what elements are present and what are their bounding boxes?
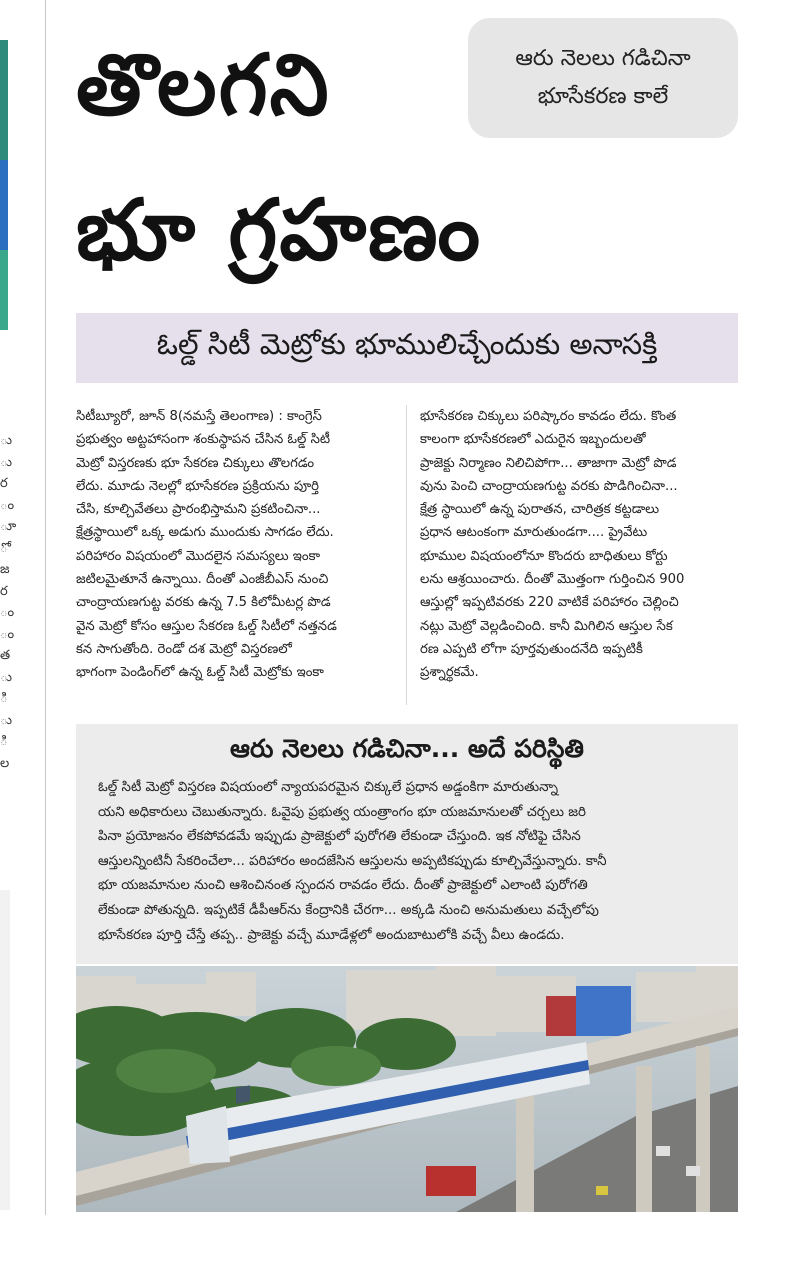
box-story-line: ఓల్డ్ సిటీ మెట్రో విస్తరణ విషయంలో న్యాయపరమైన చిక్కులే ప్రధాన అడ్డంకిగా మారుతున్నా [98,780,558,795]
article-line: జటిలమైతూనే ఉన్నాయి. దీంతో ఎంజీబీఎస్ నుంచి [76,572,329,588]
box-story [76,724,738,964]
box-story-title: ఆరు నెలలు గడిచినా... అదే పరిస్థితి [230,734,584,763]
headline-line-1: తొలగని [76,36,331,134]
article-line: కన సాగుతోంది. రెండో దశ మెట్రో విస్తరణలో [76,641,292,657]
article-line: కాలంగా భూసేకరణలో ఎదురైన ఇబ్బందులతో [420,432,646,448]
article-line: క్షేత్రస్థాయిలో ఒక్క అడుగు ముందుకు సాగడం లేదు. [76,525,334,541]
headline-line-2: భూ గ్రహణం [76,181,483,279]
adjacent-page-color-block [0,40,8,160]
kicker-line-1: ఆరు నెలలు గడిచినా [515,46,691,71]
article-line: భూముల విషయంలోనూ కొందరు బాధితులు కోర్టు [420,548,668,564]
article-column-right [420,405,738,685]
article-line: ప్రధాన ఆటంకంగా మారుతుండగా.... ప్రైవేటు [420,525,648,541]
adjacent-page-text: ు ు ర ం ూ ో జ ర ం ం త ు ి ు ి ల [0,433,17,771]
article-line: క్షేత్ర స్థాయిలో ఉన్న పురాతన, చారిత్రక కట్టడాలు [420,502,660,518]
article-column-left [76,405,394,685]
box-story-line: లేకుండా పోతున్నది. ఇప్పటికే డీపీఆర్‌ను కేంద్రానికి చేరగా... అక్కడి నుంచి అనుమతులు వచ్చేలోపు [98,902,599,918]
box-story-body [98,776,728,948]
adjacent-page-color-block [0,250,8,330]
article-line: సిటీబ్యూరో, జూన్ 8(నమస్తే తెలంగాణ) : కాంగ్రెస్ [76,409,322,424]
article-line: ఆస్తుల్లో ఇప్పటివరకు 220 వాటికే పరిహారం చెల్లించి [420,595,679,611]
box-story-line: యని అధికారులు చెబుతున్నారు. ఓవైపు ప్రభుత్వ యంత్రాంగం భూ యజమానులతో చర్చలు జరి [98,804,586,820]
article-line: లను ఆశ్రయించారు. దీంతో మొత్తంగా గుర్తించిన 900 [420,572,685,588]
article-line: చాంద్రాయణగుట్ట వరకు ఉన్న 7.5 కిలోమీటర్ల పొడ [76,595,331,611]
adjacent-page-block [0,890,10,1210]
article-line: ప్రాజెక్టు నిర్మాణం నిలిచిపోగా... తాజాగా మెట్రో పొడ [420,455,677,471]
article-line: లేదు. మూడు నెలల్లో భూసేకరణ ప్రక్రియను పూర్తి [76,478,319,494]
article-line: భాగంగా పెండింగ్‌లో ఉన్న ఓల్డ్ సిటీ మెట్రోకు ఇంకా [76,665,324,681]
adjacent-page-strip [0,0,40,1215]
article-line: మెట్రో విస్తరణకు భూ సేకరణ చిక్కులు తొలగడం [76,455,315,471]
article-line: నట్లు మెట్రో వెల్లడించింది. కానీ మిగిలిన ఆస్తుల సేక [420,618,673,634]
article-line: చేసి, కూల్చివేతలు ప్రారంభిస్తామని ప్రకటించినా... [76,502,321,518]
article-line: రణ ఎప్పటి లోగా పూర్తవుతుందనేది ఇప్పటికీ [420,641,643,657]
article-line: ప్రభుత్వం అట్టహాసంగా శంకుస్థాపన చేసిన ఓల్డ్ సిటీ [76,432,331,448]
page-divider [45,0,46,1215]
article-line: వైన మెట్రో కోసం ఆస్తుల సేకరణ ఓల్డ్ సిటీలో నత్తనడ [76,618,337,634]
box-story-line: పినా ప్రయోజనం లేకపోవడమే ఇప్పుడు ప్రాజెక్టులో పురోగతి లేకుండా చేస్తుంది. ఇక నోటిఫై చేసిన [98,829,581,845]
adjacent-page-color-block [0,160,8,250]
box-story-line: భూసేకరణ పూర్తి చేస్తే తప్ప.. ప్రాజెక్టు వచ్చే మూడేళ్లలో అందుబాటులోకి వచ్చే వీలు ఉండదు. [98,927,565,943]
subheadline-banner [76,313,738,383]
article-line: భూసేకరణ చిక్కులు పరిష్కారం కావడం లేదు. కొంత [420,409,677,424]
subheadline: ఓల్డ్ సిటీ మెట్రోకు భూములిచ్చేందుకు అనాసక్తి [156,327,658,361]
article-line: ప్రశ్నార్థకమే. [420,665,479,681]
kicker-line-2: భూసేకరణ కాలే [537,84,669,109]
metro-train-photo [76,966,738,1212]
article-line: వును పెంచి చాంద్రాయణగుట్ట వరకు పొడిగించినా... [420,478,678,494]
column-divider [406,405,407,705]
article-line: పరిహారం విషయంలో మొదలైన సమస్యలు ఇంకా [76,548,320,564]
box-story-line: ఆస్తులన్నింటినీ సేకరించేలా... పరిహారం అందజేసిన ఆస్తులను అప్పటికప్పుడు కూల్చివేస్తున్నారు. కానీ [98,853,607,869]
kicker-box [468,18,738,138]
box-story-line: భూ యజమానుల నుంచి ఆశించినంత స్పందన రావడం లేదు. దీంతో ప్రాజెక్టులో ఎలాంటి పురోగతి [98,878,588,894]
